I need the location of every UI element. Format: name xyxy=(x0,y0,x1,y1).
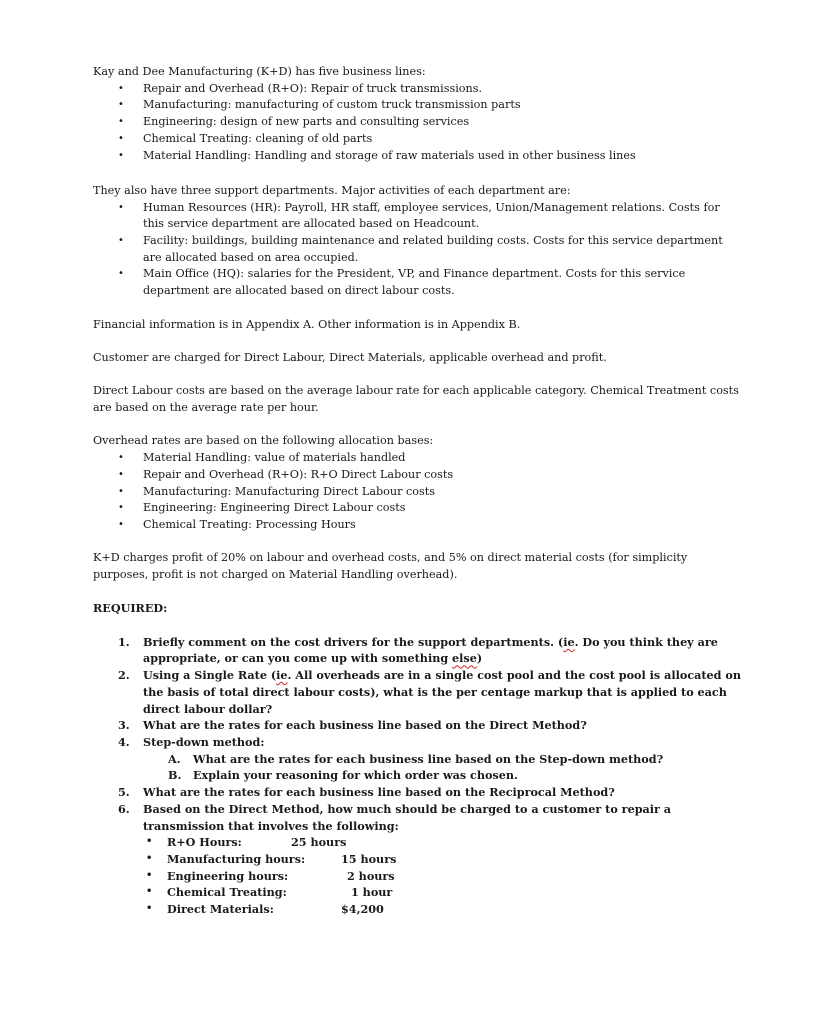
spellcheck-underline: else xyxy=(452,651,477,666)
list-item: • Engineering: design of new parts and consulting services xyxy=(93,114,743,131)
spellcheck-underline: ie xyxy=(563,634,575,649)
customer-charge-paragraph: Customer are charged for Direct Labour, Direct Materials, applicable overhead and profit. xyxy=(93,350,607,364)
profit-paragraph: K+D charges profit of 20% on labour and overhead costs, and 5% on direct material costs (for simplicity purposes, profit is not charged on Material Handling overhead). xyxy=(93,551,688,581)
question-6: 6. Based on the Direct Method, how much should be charged to a customer to repair a transmission that involves the following: • R+O Hours: 25 hours • Manufacturing hours: 15 hours • Engineering hours: 2 hours • Chemical Treating: 1 hour • Direct Materials: $4,200 xyxy=(93,801,743,918)
list-item: • Chemical Treating: Processing Hours xyxy=(93,517,743,534)
list-item: • Main Office (HQ): salaries for the President, VP, and Finance department. Costs for this service department are allocated based on direct labour costs. xyxy=(93,266,743,299)
question-number: 6. xyxy=(118,801,130,816)
list-item: • Engineering: Engineering Direct Labour costs xyxy=(93,500,743,517)
list-item: • Human Resources (HR): Payroll, HR staff, employee services, Union/Management relations. Costs for this service department are allocated based on Headcount. xyxy=(93,200,743,233)
question-3: 3. What are the rates for each business line based on the Direct Method? xyxy=(118,718,587,733)
question-number: 1. xyxy=(118,634,130,649)
financial-info-paragraph: Financial information is in Appendix A. Other information is in Appendix B. xyxy=(93,317,521,331)
list-item: • Manufacturing: manufacturing of custom truck transmission parts xyxy=(93,97,743,114)
overhead-list xyxy=(93,450,743,534)
question-number: 3. xyxy=(118,718,130,733)
question-number: 5. xyxy=(118,785,130,800)
subpart-a: A. What are the rates for each business line based on the Step-down method? xyxy=(168,751,664,766)
list-item: • Engineering hours: 2 hours xyxy=(143,868,743,885)
list-item: • Material Handling: Handling and storage of raw materials used in other business lines xyxy=(93,148,743,165)
business-lines-list xyxy=(93,81,743,165)
list-item: • Direct Materials: $4,200 xyxy=(143,901,743,918)
question-4-subparts xyxy=(143,751,743,784)
list-item: • R+O Hours: 25 hours xyxy=(143,834,743,851)
list-item: • Manufacturing: Manufacturing Direct Labour costs xyxy=(93,484,743,501)
direct-labour-paragraph: Direct Labour costs are based on the average labour rate for each applicable category. Chemical Treatment costs are based on the average rate per hour. xyxy=(93,384,739,414)
support-departments-list xyxy=(93,200,743,300)
list-item: • Manufacturing hours: 15 hours xyxy=(143,851,743,868)
list-item: • Chemical Treating: 1 hour xyxy=(143,884,743,901)
spellcheck-underline: ie xyxy=(276,668,288,683)
overhead-heading: Overhead rates are based on the following allocation bases: xyxy=(93,434,434,448)
question-number: 2. xyxy=(118,668,130,683)
question-4: 4. Step-down method: A. What are the rates for each business line based on the Step-down method? B. Explain your reasoning for which order was chosen. xyxy=(93,734,743,784)
list-item: • Material Handling: value of materials handled xyxy=(93,450,743,467)
question-number: 4. xyxy=(118,735,130,749)
business-lines-heading: Kay and Dee Manufacturing (K+D) has five business lines: xyxy=(93,65,426,78)
list-item: • Repair and Overhead (R+O): Repair of truck transmissions. xyxy=(93,81,743,98)
list-item: • Chemical Treating: cleaning of old parts xyxy=(93,131,743,148)
question-2: 2. Using a Single Rate (ie. All overheads are in a single cost pool and the cost pool is allocated on the basis of total direct labour costs), what is the per centage markup that is applied to each direct labour dollar? xyxy=(118,668,741,716)
required-questions xyxy=(93,634,743,918)
support-departments-heading: They also have three support departments. Major activities of each department are: xyxy=(93,183,571,197)
document-page xyxy=(93,64,743,918)
list-item: • Repair and Overhead (R+O): R+O Direct Labour costs xyxy=(93,467,743,484)
question-1: 1. Briefly comment on the cost drivers for the support departments. (ie. Do you think they are appropriate, or can you come up with something else) xyxy=(118,634,718,666)
subpart-b: B. Explain your reasoning for which order was chosen. xyxy=(168,768,518,783)
transmission-repair-items xyxy=(143,834,743,917)
required-title: REQUIRED: xyxy=(93,601,168,616)
list-item: • Facility: buildings, building maintenance and related building costs. Costs for this service department are allocated based on area occupied. xyxy=(93,233,743,266)
question-5: 5. What are the rates for each business line based on the Reciprocal Method? xyxy=(118,785,615,800)
